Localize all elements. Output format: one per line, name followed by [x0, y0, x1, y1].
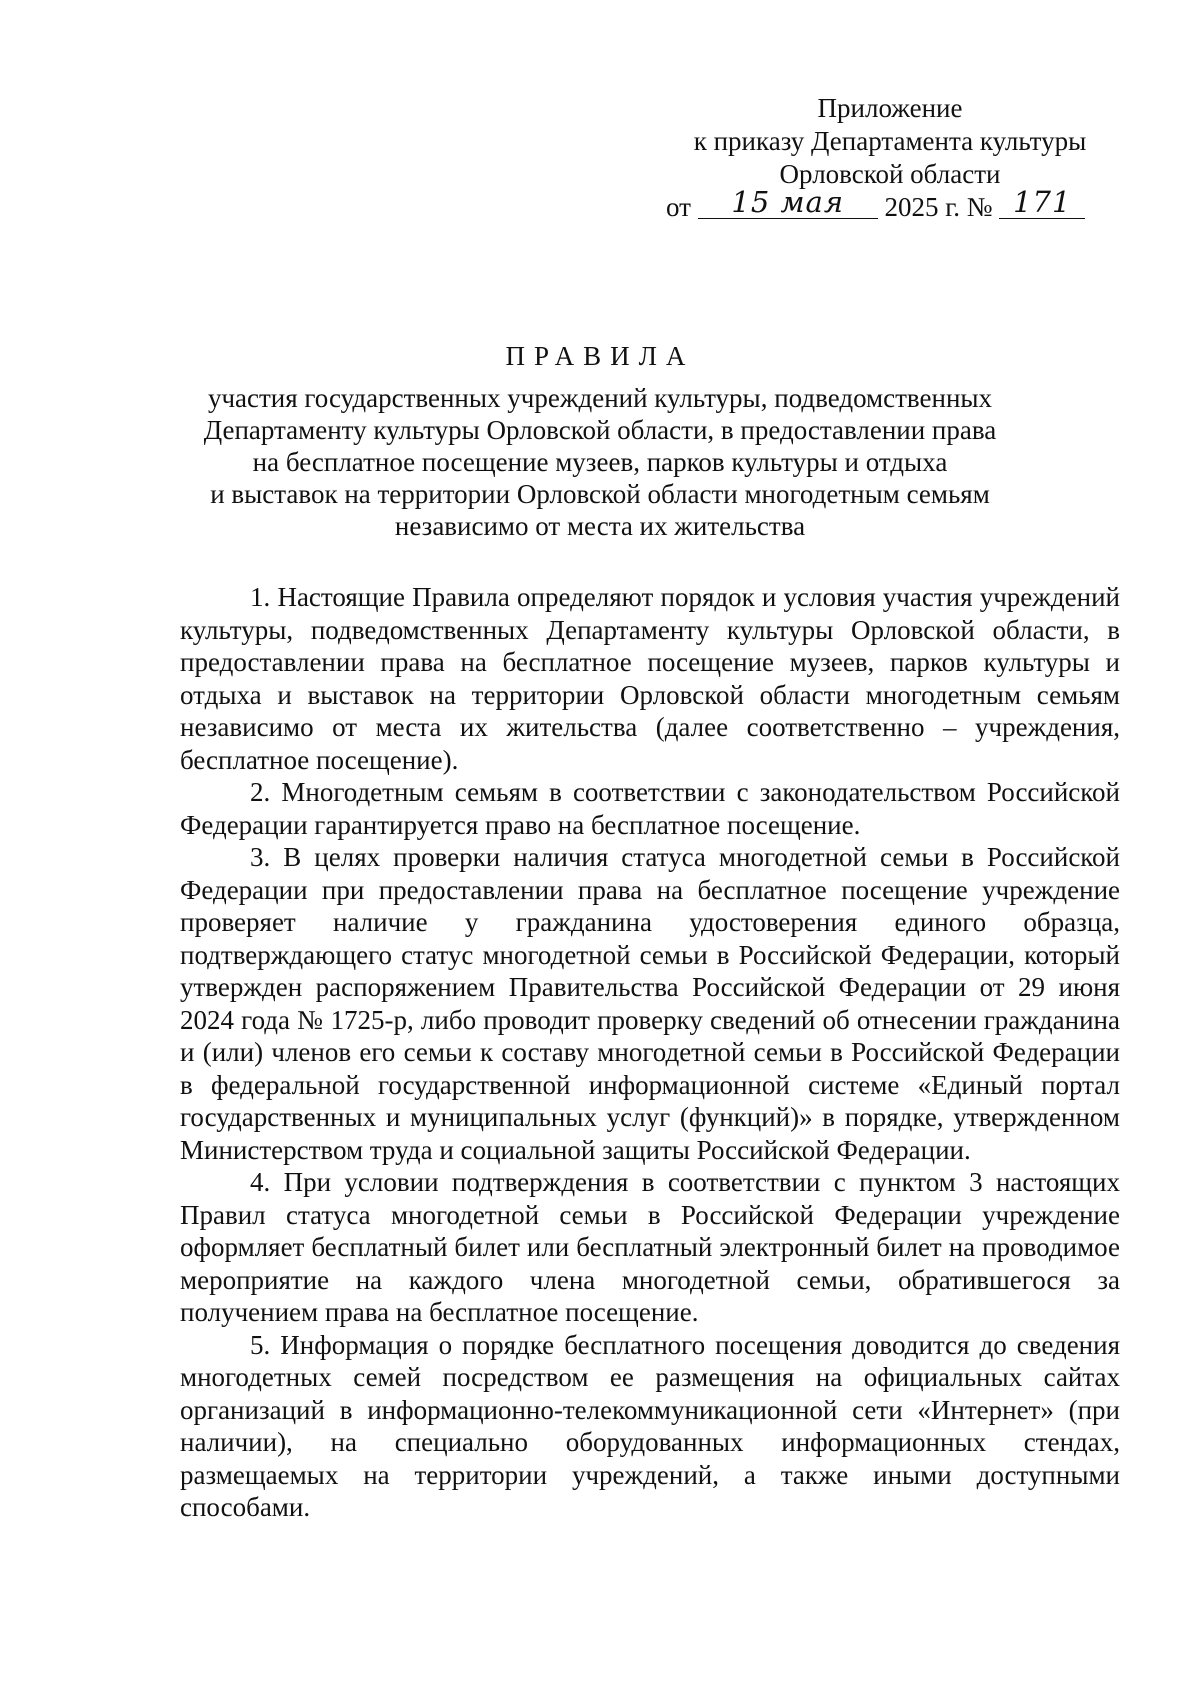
title-line: Департаменту культуры Орловской области, в предоставлении права [203, 415, 997, 445]
document-title [180, 340, 1020, 542]
title-line: независимо от места их жительства [394, 511, 806, 541]
annex-date-line [666, 185, 1085, 224]
title-heading: ПРАВИЛА [505, 341, 695, 371]
annex-region: Орловской области [779, 159, 1001, 189]
date-prefix: от [666, 192, 691, 222]
paragraph-5: 5. Информация о порядке бесплатного посещения доводится до сведения многодетных семей посредством ее размещения на официальных сайтах организаций в информационно-телекоммуникационной сети «Интернет» (при наличии), на специально оборудованных информационных стендах, размещаемых на территории учреждений, а также иными доступными способами. [180, 1329, 1120, 1522]
handwritten-day: 15 мая [731, 185, 845, 219]
title-line: участия государственных учреждений культуры, подведомственных [207, 383, 993, 413]
document-body [180, 581, 1120, 1524]
paragraph-1: 1. Настоящие Правила определяют порядок и условия участия учреждений культуры, подведомственных Департаменту культуры Орловской области, в предоставлении права на бесплатное посещение музеев, парков культуры и отдыха и выставок на территории Орловской области многодетным семьям независимо от места их жительства (далее соответственно – учреждения, бесплатное посещение). [180, 582, 1120, 775]
paragraph-2: 2. Многодетным семьям в соответствии с законодательством Российской Федерации гарантируется право на бесплатное посещение. [180, 777, 1120, 840]
handwritten-order-number: 171 [1013, 185, 1072, 219]
paragraph-3: 3. В целях проверки наличия статуса многодетной семьи в Российской Федерации при предоставлении права на бесплатное посещение учреждение проверяет наличие у гражданина удостоверения единого образца, подтверждающего статус многодетной семьи в Российской Федерации, который утвержден распоряжением Правительства Российской Федерации от 29 июня 2024 года № 1725-р, либо проводит проверку сведений об отнесении гражданина и (или) членов его семьи к составу многодетной семьи в Российской Федерации в федеральной государственной информационной системе «Единый портал государственных и муниципальных услуг (функций)» в порядке, утвержденном Министерством труда и социальной защиты Российской Федерации. [180, 842, 1120, 1165]
title-line: на бесплатное посещение музеев, парков культуры и отдыха [252, 447, 948, 477]
date-day-blank [698, 185, 878, 219]
date-year: 2025 г. № [884, 192, 993, 222]
paragraph-4: 4. При условии подтверждения в соответствии с пунктом 3 настоящих Правил статуса многодетной семьи в Российской Федерации учреждение оформляет бесплатный билет или бесплатный электронный билет на проводимое мероприятие на каждого члена многодетной семьи, обратившегося за получением права на бесплатное посещение. [180, 1167, 1120, 1327]
annex-order-ref: к приказу Департамента культуры [693, 126, 1087, 156]
annex-header [660, 92, 1120, 191]
annex-title: Приложение [817, 93, 963, 123]
title-line: и выставок на территории Орловской области многодетным семьям [210, 479, 990, 509]
order-number-blank [999, 185, 1085, 219]
